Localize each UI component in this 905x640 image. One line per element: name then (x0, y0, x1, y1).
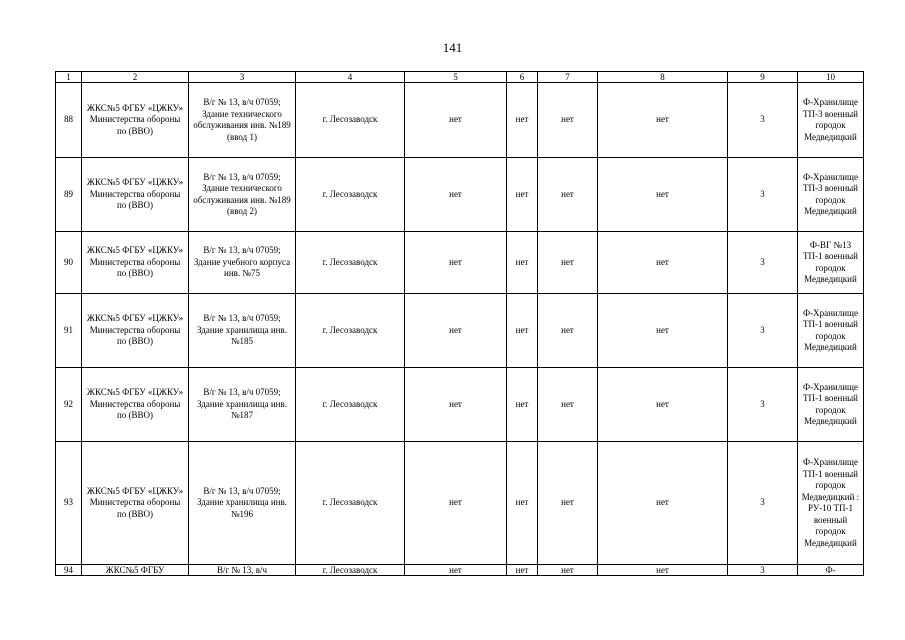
column-header: 4 (296, 72, 405, 83)
value-cell: нет (507, 368, 538, 442)
column-header: 5 (405, 72, 507, 83)
object-cell: В/г № 13, в/ч 07059; Здание хранилища инв. №187 (189, 368, 296, 442)
city-cell: г. Лесозаводск (296, 442, 405, 565)
supply-source-cell: Ф- (798, 565, 864, 576)
row-number: 89 (56, 158, 82, 232)
value-cell: нет (507, 232, 538, 294)
organization-cell: ЖКС№5 ФГБУ «ЦЖКУ» Министерства обороны по (ВВО) (82, 368, 189, 442)
column-header: 3 (189, 72, 296, 83)
value-cell: нет (598, 294, 728, 368)
table-row (56, 158, 864, 232)
row-number: 93 (56, 442, 82, 565)
table-row (56, 294, 864, 368)
value-cell: нет (405, 368, 507, 442)
category-cell: 3 (728, 158, 798, 232)
category-cell: 3 (728, 294, 798, 368)
value-cell: нет (538, 368, 598, 442)
value-cell: нет (405, 83, 507, 158)
category-cell: 3 (728, 565, 798, 576)
value-cell: нет (598, 565, 728, 576)
value-cell: нет (598, 232, 728, 294)
value-cell: нет (507, 158, 538, 232)
table-row (56, 442, 864, 565)
row-number: 94 (56, 565, 82, 576)
table-row (56, 83, 864, 158)
value-cell: нет (538, 294, 598, 368)
value-cell: нет (507, 442, 538, 565)
value-cell: нет (598, 83, 728, 158)
organization-cell: ЖКС№5 ФГБУ «ЦЖКУ» Министерства обороны по (ВВО) (82, 294, 189, 368)
table-row (56, 232, 864, 294)
supply-source-cell: Ф-Хранилище ТП-1 военный городок Медведицкий (798, 368, 864, 442)
value-cell: нет (598, 368, 728, 442)
row-number: 91 (56, 294, 82, 368)
value-cell: нет (538, 158, 598, 232)
column-header: 8 (598, 72, 728, 83)
supply-source-cell: Ф-Хранилище ТП-3 военный городок Медведицкий (798, 83, 864, 158)
page-number: 141 (442, 40, 463, 55)
column-header: 9 (728, 72, 798, 83)
value-cell: нет (538, 83, 598, 158)
value-cell: нет (405, 442, 507, 565)
value-cell: нет (405, 158, 507, 232)
column-header: 1 (56, 72, 82, 83)
city-cell: г. Лесозаводск (296, 368, 405, 442)
row-number: 90 (56, 232, 82, 294)
category-cell: 3 (728, 368, 798, 442)
value-cell: нет (507, 83, 538, 158)
city-cell: г. Лесозаводск (296, 565, 405, 576)
value-cell: нет (405, 232, 507, 294)
object-cell: В/г № 13, в/ч 07059; Здание технического обслуживания инв. №189 (ввод 2) (189, 158, 296, 232)
value-cell: нет (405, 294, 507, 368)
object-cell: В/г № 13, в/ч 07059; Здание технического обслуживания инв. №189 (ввод 1) (189, 83, 296, 158)
column-header: 7 (538, 72, 598, 83)
supply-source-cell: Ф-Хранилище ТП-1 военный городок Медведицкий : РУ-10 ТП-1 военный городок Медведицкий (798, 442, 864, 565)
object-cell: В/г № 13, в/ч 07059; Здание хранилища инв. №196 (189, 442, 296, 565)
value-cell: нет (538, 565, 598, 576)
value-cell: нет (405, 565, 507, 576)
supply-source-cell: Ф-Хранилище ТП-3 военный городок Медведицкий (798, 158, 864, 232)
value-cell: нет (507, 294, 538, 368)
organization-cell: ЖКС№5 ФГБУ «ЦЖКУ» Министерства обороны по (ВВО) (82, 83, 189, 158)
value-cell: нет (507, 565, 538, 576)
supply-source-cell: Ф-Хранилище ТП-1 военный городок Медведицкий (798, 294, 864, 368)
organization-cell: ЖКС№5 ФГБУ «ЦЖКУ» Министерства обороны по (ВВО) (82, 158, 189, 232)
supply-source-cell: Ф-ВГ №13 ТП-1 военный городок Медведицкий (798, 232, 864, 294)
value-cell: нет (598, 158, 728, 232)
category-cell: 3 (728, 442, 798, 565)
city-cell: г. Лесозаводск (296, 294, 405, 368)
organization-cell: ЖКС№5 ФГБУ «ЦЖКУ» Министерства обороны по (ВВО) (82, 442, 189, 565)
value-cell: нет (538, 442, 598, 565)
organization-cell: ЖКС№5 ФГБУ (82, 565, 189, 576)
column-header: 6 (507, 72, 538, 83)
organization-cell: ЖКС№5 ФГБУ «ЦЖКУ» Министерства обороны по (ВВО) (82, 232, 189, 294)
value-cell: нет (598, 442, 728, 565)
column-header: 10 (798, 72, 864, 83)
row-number: 92 (56, 368, 82, 442)
table-header-row (56, 72, 864, 83)
city-cell: г. Лесозаводск (296, 83, 405, 158)
table-row (56, 368, 864, 442)
category-cell: 3 (728, 232, 798, 294)
column-header: 2 (82, 72, 189, 83)
registry-table (55, 71, 864, 576)
row-number: 88 (56, 83, 82, 158)
city-cell: г. Лесозаводск (296, 158, 405, 232)
object-cell: В/г № 13, в/ч (189, 565, 296, 576)
table-row (56, 565, 864, 576)
category-cell: 3 (728, 83, 798, 158)
object-cell: В/г № 13, в/ч 07059; Здание хранилища инв. №185 (189, 294, 296, 368)
city-cell: г. Лесозаводск (296, 232, 405, 294)
value-cell: нет (538, 232, 598, 294)
object-cell: В/г № 13, в/ч 07059; Здание учебного корпуса инв. №75 (189, 232, 296, 294)
